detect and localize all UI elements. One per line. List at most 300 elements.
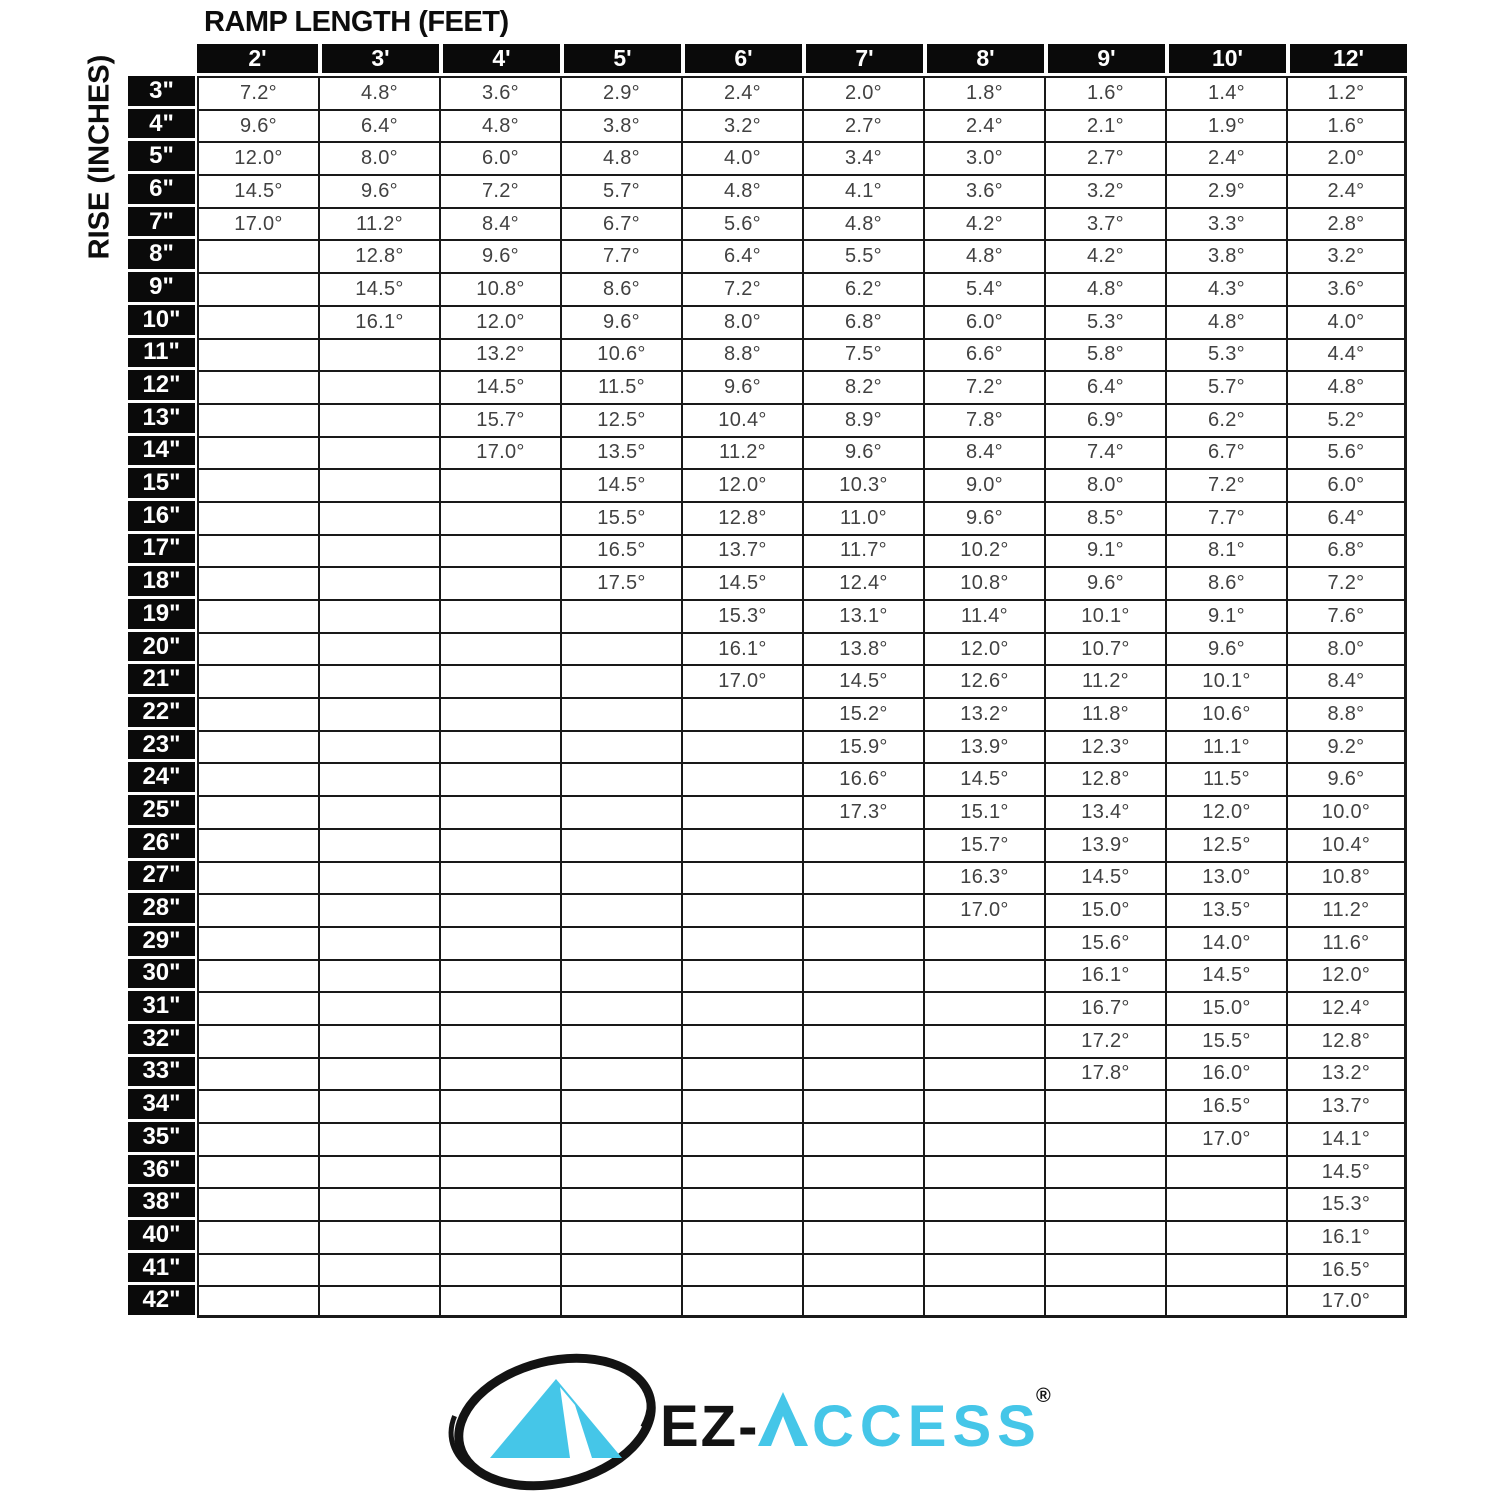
angle-cell <box>560 795 681 828</box>
angle-cell: 2.1° <box>1044 109 1165 142</box>
angle-cell: 4.1° <box>802 174 923 207</box>
angle-cell: 15.7° <box>923 828 1044 861</box>
angle-cell <box>439 926 560 959</box>
angle-cell: 8.6° <box>1165 566 1286 599</box>
angle-cell <box>318 501 439 534</box>
angle-cell <box>439 501 560 534</box>
angle-cell: 8.5° <box>1044 501 1165 534</box>
logo-triangle-icon <box>490 1379 622 1458</box>
column-header: 6' <box>681 44 802 76</box>
angle-cell: 14.5° <box>318 272 439 305</box>
angle-cell: 9.6° <box>1165 632 1286 665</box>
angle-cell <box>439 1253 560 1286</box>
angle-cell <box>318 730 439 763</box>
angle-cell: 11.6° <box>1286 926 1407 959</box>
angle-cell: 10.0° <box>1286 795 1407 828</box>
angle-cell <box>560 893 681 926</box>
angle-cell: 14.5° <box>681 566 802 599</box>
angle-cell <box>802 991 923 1024</box>
angle-cell: 4.8° <box>560 141 681 174</box>
angle-cell <box>318 403 439 436</box>
angle-cell: 8.1° <box>1165 534 1286 567</box>
angle-cell: 12.0° <box>1165 795 1286 828</box>
row-header: 12" <box>128 370 197 403</box>
angle-cell: 10.4° <box>681 403 802 436</box>
angle-cell <box>560 1187 681 1220</box>
angle-cell: 6.0° <box>439 141 560 174</box>
angle-cell <box>197 1220 318 1253</box>
angle-cell: 3.2° <box>1044 174 1165 207</box>
angle-cell <box>318 1122 439 1155</box>
angle-cell: 5.6° <box>681 207 802 240</box>
angle-cell: 11.8° <box>1044 697 1165 730</box>
angle-cell <box>439 534 560 567</box>
table-row <box>128 403 1407 436</box>
angle-cell <box>681 1285 802 1318</box>
angle-cell <box>197 272 318 305</box>
angle-cell: 12.0° <box>1286 959 1407 992</box>
angle-cell: 7.7° <box>560 239 681 272</box>
angle-cell: 10.3° <box>802 468 923 501</box>
angle-cell: 5.7° <box>560 174 681 207</box>
angle-cell <box>1044 1253 1165 1286</box>
angle-cell <box>1165 1285 1286 1318</box>
table-row <box>128 534 1407 567</box>
table-row <box>128 1220 1407 1253</box>
angle-cell: 12.5° <box>560 403 681 436</box>
table-title: RAMP LENGTH (FEET) <box>204 6 509 38</box>
angle-cell <box>197 893 318 926</box>
angle-cell: 5.4° <box>923 272 1044 305</box>
angle-cell <box>318 893 439 926</box>
angle-cell <box>197 828 318 861</box>
angle-cell <box>802 1057 923 1090</box>
angle-cell: 5.2° <box>1286 403 1407 436</box>
angle-cell: 6.0° <box>923 305 1044 338</box>
angle-cell: 17.0° <box>1286 1285 1407 1318</box>
angle-cell <box>1044 1187 1165 1220</box>
angle-cell <box>1165 1187 1286 1220</box>
angle-cell <box>439 1187 560 1220</box>
y-axis-label: RISE (INCHES) <box>83 54 116 260</box>
angle-cell: 8.0° <box>318 141 439 174</box>
angle-cell <box>560 861 681 894</box>
angle-cell: 14.0° <box>1165 926 1286 959</box>
angle-cell: 13.9° <box>923 730 1044 763</box>
table-row <box>128 566 1407 599</box>
angle-cell <box>197 338 318 371</box>
angle-cell: 6.9° <box>1044 403 1165 436</box>
angle-cell <box>681 1057 802 1090</box>
angle-cell: 12.8° <box>318 239 439 272</box>
angle-cell: 16.1° <box>318 305 439 338</box>
angle-cell: 4.0° <box>1286 305 1407 338</box>
angle-cell: 2.9° <box>1165 174 1286 207</box>
angle-cell: 8.0° <box>1044 468 1165 501</box>
table-row <box>128 893 1407 926</box>
angle-cell <box>197 370 318 403</box>
row-header: 20" <box>128 632 197 665</box>
angle-cell: 14.5° <box>439 370 560 403</box>
angle-cell <box>923 959 1044 992</box>
angle-cell: 10.1° <box>1165 664 1286 697</box>
angle-cell <box>439 1024 560 1057</box>
angle-cell <box>923 1057 1044 1090</box>
row-header: 36" <box>128 1155 197 1188</box>
angle-cell: 14.1° <box>1286 1122 1407 1155</box>
row-header: 25" <box>128 795 197 828</box>
angle-cell <box>681 1089 802 1122</box>
table-row <box>128 1122 1407 1155</box>
angle-cell <box>681 893 802 926</box>
angle-cell: 11.2° <box>318 207 439 240</box>
angle-cell: 4.8° <box>681 174 802 207</box>
angle-cell: 9.6° <box>802 436 923 469</box>
angle-cell <box>439 664 560 697</box>
angle-cell <box>802 861 923 894</box>
angle-cell: 3.8° <box>560 109 681 142</box>
angle-cell: 16.6° <box>802 762 923 795</box>
angle-cell <box>197 1089 318 1122</box>
angle-cell <box>923 1187 1044 1220</box>
angle-cell <box>802 828 923 861</box>
column-header: 10' <box>1165 44 1286 76</box>
angle-cell: 8.0° <box>1286 632 1407 665</box>
angle-cell <box>560 1285 681 1318</box>
angle-cell <box>681 1253 802 1286</box>
angle-cell: 3.3° <box>1165 207 1286 240</box>
angle-cell: 7.2° <box>197 76 318 109</box>
angle-cell: 7.6° <box>1286 599 1407 632</box>
angle-cell <box>197 1253 318 1286</box>
angle-cell <box>318 338 439 371</box>
angle-cell <box>1044 1122 1165 1155</box>
table-row <box>128 1187 1407 1220</box>
angle-cell <box>802 1220 923 1253</box>
row-header: 14" <box>128 436 197 469</box>
angle-cell <box>318 828 439 861</box>
angle-cell <box>197 468 318 501</box>
table-row <box>128 239 1407 272</box>
angle-cell <box>560 697 681 730</box>
angle-cell <box>318 861 439 894</box>
angle-cell: 9.6° <box>560 305 681 338</box>
angle-cell: 12.0° <box>197 141 318 174</box>
angle-cell: 8.9° <box>802 403 923 436</box>
column-header: 9' <box>1044 44 1165 76</box>
angle-cell: 4.8° <box>1286 370 1407 403</box>
angle-cell <box>439 697 560 730</box>
angle-cell: 2.4° <box>923 109 1044 142</box>
angle-cell: 4.8° <box>318 76 439 109</box>
angle-cell: 13.1° <box>802 599 923 632</box>
table-row <box>128 828 1407 861</box>
angle-cell: 17.0° <box>681 664 802 697</box>
column-header: 3' <box>318 44 439 76</box>
angle-cell <box>197 501 318 534</box>
angle-cell <box>1165 1155 1286 1188</box>
logo-text-ccess: CCESS <box>812 1394 1042 1459</box>
row-header: 22" <box>128 697 197 730</box>
angle-cell <box>560 664 681 697</box>
angle-cell <box>560 1057 681 1090</box>
angle-cell <box>318 1057 439 1090</box>
angle-cell: 17.0° <box>1165 1122 1286 1155</box>
angle-cell <box>802 1024 923 1057</box>
table-row <box>128 207 1407 240</box>
angle-cell: 6.6° <box>923 338 1044 371</box>
table-row <box>128 599 1407 632</box>
table-row <box>128 991 1407 1024</box>
angle-cell: 15.0° <box>1165 991 1286 1024</box>
angle-cell: 10.8° <box>923 566 1044 599</box>
column-header: 8' <box>923 44 1044 76</box>
angle-cell <box>197 1285 318 1318</box>
angle-cell <box>439 1122 560 1155</box>
row-header: 6" <box>128 174 197 207</box>
angle-cell: 8.8° <box>1286 697 1407 730</box>
angle-cell <box>681 1187 802 1220</box>
angle-cell: 13.0° <box>1165 861 1286 894</box>
angle-cell <box>681 1155 802 1188</box>
angle-cell: 4.8° <box>1165 305 1286 338</box>
angle-cell: 15.5° <box>1165 1024 1286 1057</box>
row-header: 29" <box>128 926 197 959</box>
angle-cell: 11.2° <box>681 436 802 469</box>
angle-cell <box>1165 1220 1286 1253</box>
angle-cell: 8.4° <box>923 436 1044 469</box>
angle-cell: 12.0° <box>439 305 560 338</box>
angle-cell: 12.5° <box>1165 828 1286 861</box>
logo-wordmark <box>660 1385 1051 1459</box>
angle-cell <box>681 730 802 763</box>
angle-cell: 17.5° <box>560 566 681 599</box>
table-row <box>128 861 1407 894</box>
angle-cell: 3.0° <box>923 141 1044 174</box>
row-header: 23" <box>128 730 197 763</box>
angle-cell: 13.7° <box>681 534 802 567</box>
angle-cell: 2.0° <box>1286 141 1407 174</box>
angle-cell: 6.4° <box>318 109 439 142</box>
angle-cell: 3.6° <box>1286 272 1407 305</box>
table-row <box>128 76 1407 109</box>
angle-cell: 12.4° <box>1286 991 1407 1024</box>
angle-cell: 16.7° <box>1044 991 1165 1024</box>
angle-cell: 3.6° <box>439 76 560 109</box>
row-header: 34" <box>128 1089 197 1122</box>
angle-cell <box>197 534 318 567</box>
angle-cell: 3.8° <box>1165 239 1286 272</box>
angle-cell: 2.4° <box>1165 141 1286 174</box>
row-header: 42" <box>128 1285 197 1318</box>
angle-cell <box>197 1122 318 1155</box>
angle-cell: 10.2° <box>923 534 1044 567</box>
corner-cell <box>128 44 197 76</box>
angle-cell <box>439 632 560 665</box>
angle-cell <box>439 599 560 632</box>
angle-cell: 13.7° <box>1286 1089 1407 1122</box>
angle-cell <box>923 1220 1044 1253</box>
row-header: 26" <box>128 828 197 861</box>
angle-cell <box>560 632 681 665</box>
angle-cell <box>802 1187 923 1220</box>
angle-cell: 1.4° <box>1165 76 1286 109</box>
angle-cell: 3.2° <box>1286 239 1407 272</box>
angle-cell <box>560 828 681 861</box>
angle-cell: 11.7° <box>802 534 923 567</box>
angle-cell: 6.7° <box>560 207 681 240</box>
angle-cell: 2.0° <box>802 76 923 109</box>
angle-cell: 7.2° <box>681 272 802 305</box>
angle-cell <box>560 1122 681 1155</box>
angle-cell <box>923 1089 1044 1122</box>
row-header: 5" <box>128 141 197 174</box>
angle-cell <box>923 926 1044 959</box>
angle-cell <box>439 1089 560 1122</box>
angle-cell: 1.6° <box>1044 76 1165 109</box>
angle-cell: 4.4° <box>1286 338 1407 371</box>
angle-cell <box>802 926 923 959</box>
angle-cell: 5.5° <box>802 239 923 272</box>
angle-cell <box>560 959 681 992</box>
row-header: 15" <box>128 468 197 501</box>
angle-cell: 9.6° <box>923 501 1044 534</box>
angle-cell: 1.8° <box>923 76 1044 109</box>
row-header: 24" <box>128 762 197 795</box>
table-row <box>128 664 1407 697</box>
angle-cell: 10.4° <box>1286 828 1407 861</box>
row-header: 10" <box>128 305 197 338</box>
angle-cell <box>802 1155 923 1188</box>
column-header: 5' <box>560 44 681 76</box>
row-header: 7" <box>128 207 197 240</box>
angle-cell <box>318 762 439 795</box>
angle-cell <box>197 926 318 959</box>
row-header: 17" <box>128 534 197 567</box>
angle-cell <box>439 762 560 795</box>
table-row <box>128 1155 1407 1188</box>
ez-access-logo <box>440 1340 1060 1500</box>
angle-cell <box>923 1285 1044 1318</box>
angle-cell <box>1165 1253 1286 1286</box>
angle-cell: 9.6° <box>439 239 560 272</box>
angle-cell: 2.7° <box>1044 141 1165 174</box>
angle-cell: 10.8° <box>439 272 560 305</box>
angle-cell <box>923 1024 1044 1057</box>
row-header: 4" <box>128 109 197 142</box>
angle-cell: 13.5° <box>560 436 681 469</box>
angle-cell <box>197 795 318 828</box>
angle-cell: 13.2° <box>439 338 560 371</box>
angle-cell <box>439 893 560 926</box>
angle-cell: 6.8° <box>1286 534 1407 567</box>
angle-cell: 3.4° <box>802 141 923 174</box>
angle-cell: 7.7° <box>1165 501 1286 534</box>
angle-cell: 16.1° <box>681 632 802 665</box>
table-row <box>128 436 1407 469</box>
angle-cell: 9.6° <box>1286 762 1407 795</box>
angle-cell: 14.5° <box>1286 1155 1407 1188</box>
table-row <box>128 1024 1407 1057</box>
angle-cell <box>923 1155 1044 1188</box>
angle-cell <box>197 305 318 338</box>
angle-cell: 7.4° <box>1044 436 1165 469</box>
angle-cell <box>318 697 439 730</box>
angle-cell: 4.8° <box>802 207 923 240</box>
row-header: 38" <box>128 1187 197 1220</box>
angle-cell: 15.0° <box>1044 893 1165 926</box>
angle-cell: 8.2° <box>802 370 923 403</box>
header-row <box>128 44 1407 76</box>
table-row <box>128 959 1407 992</box>
table-row <box>128 730 1407 763</box>
angle-cell: 15.9° <box>802 730 923 763</box>
angle-cell: 3.6° <box>923 174 1044 207</box>
angle-cell: 14.5° <box>1165 959 1286 992</box>
angle-cell <box>439 730 560 763</box>
angle-cell: 6.4° <box>1286 501 1407 534</box>
angle-cell: 17.0° <box>923 893 1044 926</box>
row-header: 30" <box>128 959 197 992</box>
angle-cell: 3.7° <box>1044 207 1165 240</box>
angle-cell: 13.2° <box>923 697 1044 730</box>
angle-cell: 9.2° <box>1286 730 1407 763</box>
angle-cell: 4.2° <box>1044 239 1165 272</box>
angle-cell <box>197 991 318 1024</box>
angle-cell <box>681 1024 802 1057</box>
angle-cell <box>318 1024 439 1057</box>
ramp-angle-table <box>128 44 1407 1318</box>
angle-cell: 14.5° <box>197 174 318 207</box>
angle-cell <box>1044 1089 1165 1122</box>
angle-cell: 14.5° <box>802 664 923 697</box>
angle-cell: 7.2° <box>1286 566 1407 599</box>
angle-cell <box>439 1057 560 1090</box>
angle-cell: 13.9° <box>1044 828 1165 861</box>
angle-cell <box>439 861 560 894</box>
row-header: 8" <box>128 239 197 272</box>
angle-cell: 10.6° <box>560 338 681 371</box>
angle-cell: 9.6° <box>197 109 318 142</box>
angle-cell: 2.9° <box>560 76 681 109</box>
row-header: 35" <box>128 1122 197 1155</box>
angle-cell <box>197 1187 318 1220</box>
table-row <box>128 305 1407 338</box>
angle-cell: 9.1° <box>1044 534 1165 567</box>
angle-cell <box>318 468 439 501</box>
angle-cell <box>318 1285 439 1318</box>
angle-cell <box>923 991 1044 1024</box>
angle-cell <box>197 762 318 795</box>
angle-cell: 12.0° <box>681 468 802 501</box>
angle-cell <box>802 959 923 992</box>
angle-cell: 17.2° <box>1044 1024 1165 1057</box>
angle-cell: 7.2° <box>1165 468 1286 501</box>
table-row <box>128 1057 1407 1090</box>
angle-cell <box>318 534 439 567</box>
angle-cell: 16.5° <box>560 534 681 567</box>
angle-cell: 17.0° <box>439 436 560 469</box>
registered-mark: ® <box>1036 1385 1051 1407</box>
column-header: 12' <box>1286 44 1407 76</box>
angle-cell: 4.8° <box>1044 272 1165 305</box>
angle-cell: 7.5° <box>802 338 923 371</box>
angle-cell <box>439 828 560 861</box>
table-row <box>128 501 1407 534</box>
angle-cell <box>560 991 681 1024</box>
angle-cell <box>197 697 318 730</box>
angle-cell <box>560 926 681 959</box>
